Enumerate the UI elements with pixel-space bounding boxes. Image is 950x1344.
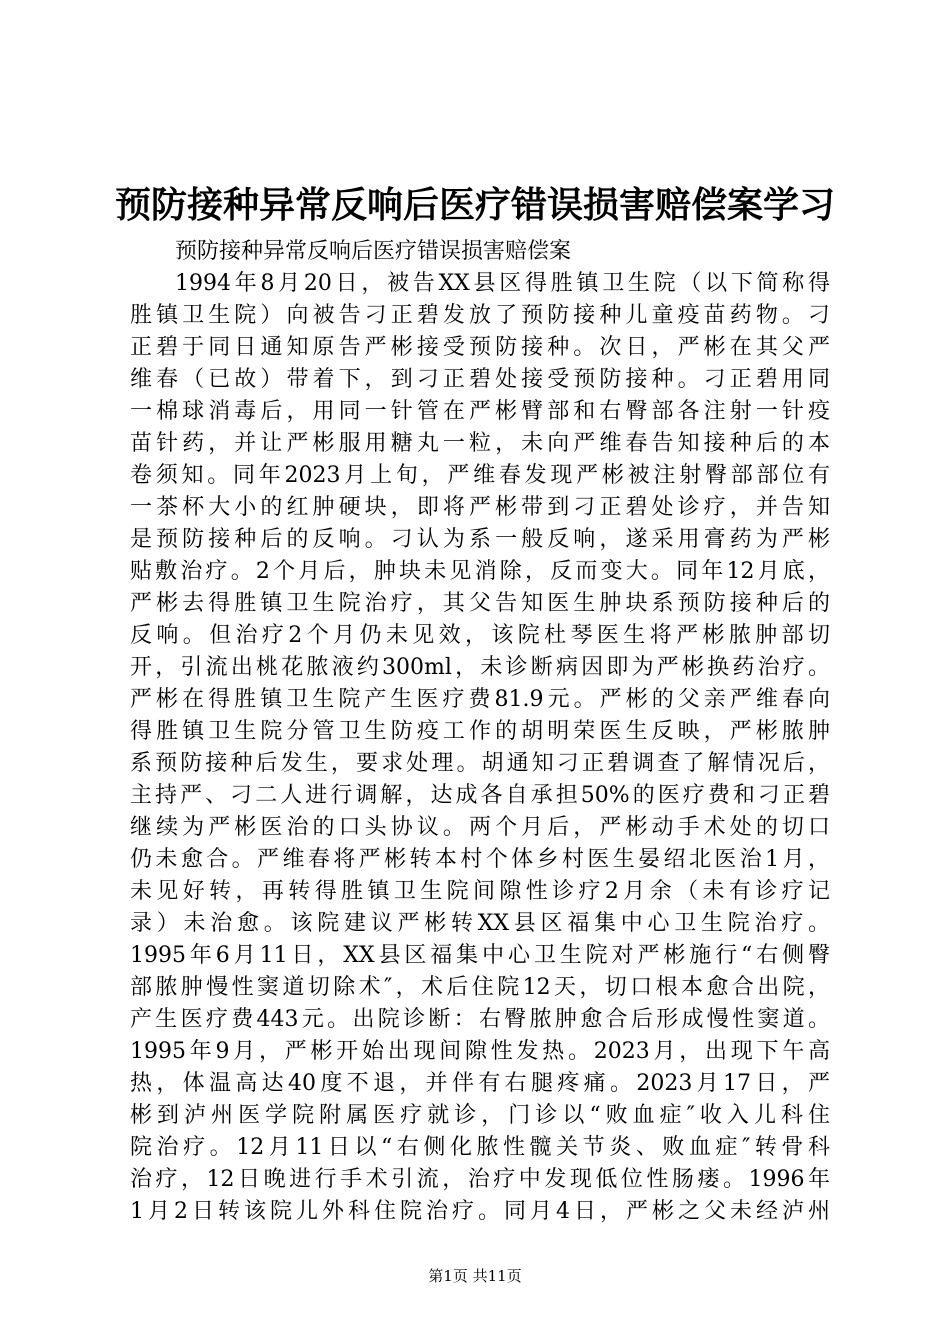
paragraph-line: 治疗，12日晚进行手术引流，治疗中发现低位性肠瘘。1996年 <box>130 1167 830 1192</box>
paragraph-line: 开，引流出桃花脓液约300ml，未诊断病因即为严彬换药治疗。 <box>130 655 830 680</box>
paragraph-line: 1994年8月20日，被告XX县区得胜镇卫生院（以下简称得 <box>175 271 830 296</box>
paragraph-line: 彬到泸州医学院附属医疗就诊，门诊以“败血症″收入儿科住 <box>130 1103 830 1128</box>
paragraph-line: 卷须知。同年2023月上旬，严维春发现严彬被注射臀部部位有 <box>130 463 830 488</box>
paragraph-line: 得胜镇卫生院分管卫生防疫工作的胡明荣医生反映，严彬脓肿 <box>130 719 830 744</box>
paragraph-line: 1995年9月，严彬开始出现间隙性发热。2023月，出现下午高 <box>130 1039 830 1064</box>
paragraph-line: 苗针药，并让严彬服用糖丸一粒，未向严维春告知接种后的本 <box>130 431 830 456</box>
paragraph-line: 一茶杯大小的红肿硬块，即将严彬带到刁正碧处诊疗，并告知 <box>130 495 830 520</box>
paragraph-line: 部脓肿慢性窦道切除术″，术后住院12天，切口根本愈合出院， <box>130 975 830 1000</box>
paragraph-line: 贴敷治疗。2个月后，肿块未见消除，反而变大。同年12月底， <box>130 559 830 584</box>
paragraph-line: 产生医疗费443元。出院诊断：右臀脓肿愈合后形成慢性窦道。 <box>130 1007 830 1032</box>
paragraph-line: 录）未治愈。该院建议严彬转XX县区福集中心卫生院治疗。 <box>130 911 830 936</box>
paragraph-line: 主持严、刁二人进行调解，达成各自承担50%的医疗费和刁正碧 <box>130 783 830 808</box>
paragraph-line: 热，体温高达40度不退，并伴有右腿疼痛。2023月17日，严 <box>130 1071 830 1096</box>
document-subtitle: 预防接种异常反响后医疗错误损害赔偿案 <box>175 239 572 264</box>
document-title: 预防接种异常反响后医疗错误损害赔偿案学习 <box>114 185 835 226</box>
paragraph-line: 严彬去得胜镇卫生院治疗，其父告知医生肿块系预防接种后的 <box>130 591 830 616</box>
paragraph-line: 院治疗。12月11日以“右侧化脓性髋关节炎、败血症″转骨科 <box>130 1135 830 1160</box>
paragraph-line: 继续为严彬医治的口头协议。两个月后，严彬动手术处的切口 <box>130 815 830 840</box>
paragraph-line: 维春（已故）带着下，到刁正碧处接受预防接种。刁正碧用同 <box>130 367 830 392</box>
paragraph-line: 未见好转，再转得胜镇卫生院间隙性诊疗2月余（未有诊疗记 <box>130 879 830 904</box>
paragraph-line: 正碧于同日通知原告严彬接受预防接种。次日，严彬在其父严 <box>130 335 830 360</box>
paragraph-line: 胜镇卫生院）向被告刁正碧发放了预防接种儿童疫苗药物。刁 <box>130 303 830 328</box>
paragraph-line: 仍未愈合。严维春将严彬转本村个体乡村医生晏绍北医治1月， <box>130 847 830 872</box>
paragraph-line: 1月2日转该院儿外科住院治疗。同月4日，严彬之父未经泸州 <box>130 1199 830 1224</box>
paragraph-line: 反响。但治疗2个月仍未见效，该院杜琴医生将严彬脓肿部切 <box>130 623 830 648</box>
page-number-footer: 第1页 共11页 <box>428 1267 522 1285</box>
paragraph-line: 一棉球消毒后，用同一针管在严彬臂部和右臀部各注射一针疫 <box>130 399 830 424</box>
paragraph-line: 系预防接种后发生，要求处理。胡通知刁正碧调查了解情况后， <box>130 751 830 776</box>
paragraph-line: 严彬在得胜镇卫生院产生医疗费81.9元。严彬的父亲严维春向 <box>130 687 830 712</box>
paragraph-line: 1995年6月11日，XX县区福集中心卫生院对严彬施行“右侧臀 <box>130 943 830 968</box>
paragraph-line: 是预防接种后的反响。刁认为系一般反响，遂采用膏药为严彬 <box>130 527 830 552</box>
